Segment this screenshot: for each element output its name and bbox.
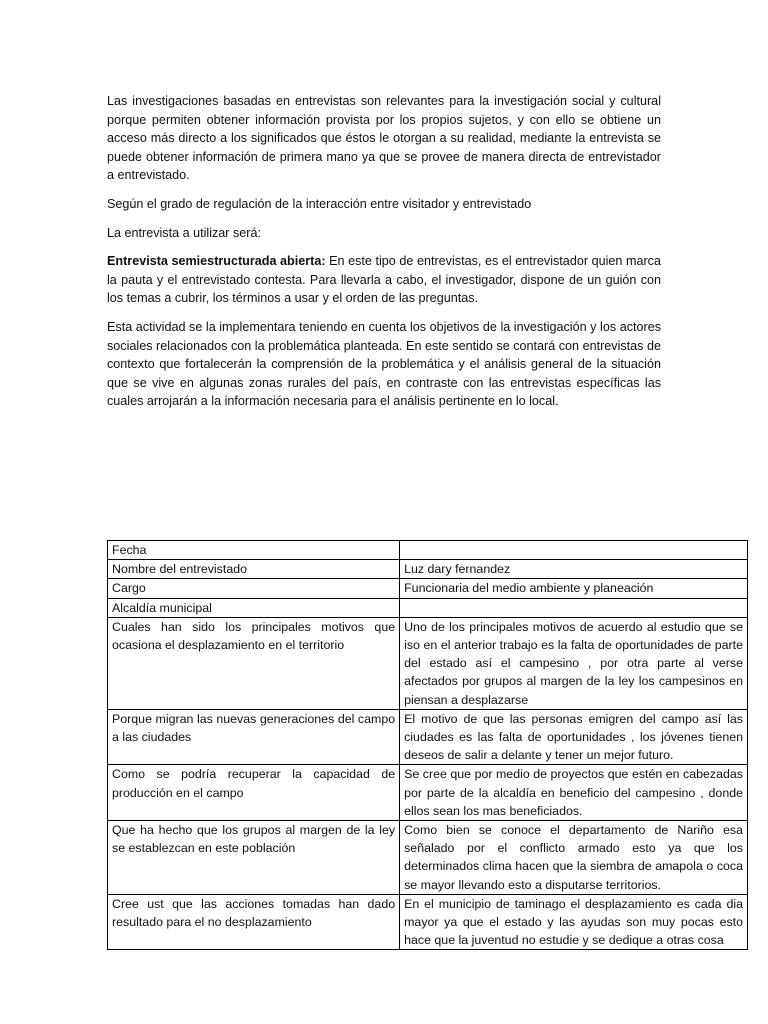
table-row: [108, 598, 748, 617]
answer-cell: [400, 598, 748, 617]
regulation-paragraph: Según el grado de regulación de la interacción entre visitador y entrevistado: [107, 196, 532, 211]
answer-cell: [400, 541, 748, 560]
interview-type-heading: La entrevista a utilizar será:: [107, 225, 261, 240]
intro-paragraph: Las investigaciones basadas en entrevistas son relevantes para la investigación social y cultural porque permiten obtener información provista por los propios sujetos, y con ello se obtiene un acceso más directo a los significados que éstos le otorgan a su realidad, mediante la entrevista se puede obtener información de primera mano ya que se provee de manera directa de entrevistador a entrevistado.: [107, 94, 661, 183]
question-cell: Nombre del entrevistado: [108, 560, 400, 579]
question-cell: Fecha: [108, 541, 400, 560]
table-row: [108, 541, 748, 560]
answer-cell: Se cree que por medio de proyectos que estén en cabezadas por parte de la alcaldía en beneficio del campesino , donde ellos sean los mas beneficiados.: [400, 765, 748, 821]
question-cell: Cargo: [108, 579, 400, 598]
answer-cell: Como bien se conoce el departamento de Nariño esa señalado por el conflicto armado esto ya que los determinados clima hacen que la siembra de amapola o coca se mayor llevando esto a disputarse territorios.: [400, 821, 748, 895]
interview-table: [107, 540, 748, 950]
activity-paragraph: Esta actividad se la implementara teniendo en cuenta los objetivos de la investigación y los actores sociales relacionados con la problemática planteada. En este sentido se contará con entrevistas de contexto que fortalecerán la comprensión de la problemática y el análisis general de la situación que se vive en algunas zonas rurales del país, en contraste con las entrevistas específicas las cuales arrojarán a la información necesaria para el análisis pertinente en lo local.: [107, 319, 661, 409]
question-cell: Cree ust que las acciones tomadas han dado resultado para el no desplazamiento: [108, 894, 400, 950]
body-text: [107, 92, 661, 421]
table-row: [108, 894, 748, 950]
table-row: [108, 560, 748, 579]
table-row: [108, 821, 748, 895]
question-cell: Porque migran las nuevas generaciones del campo a las ciudades: [108, 709, 400, 765]
answer-cell: En el municipio de taminago el desplazamiento es cada dia mayor ya que el estado y las ayudas son muy pocas esto hace que la juventud no estudie y se dedique a otras cosa: [400, 894, 748, 950]
answer-cell: Luz dary fernandez: [400, 560, 748, 579]
semistructured-text: En este tipo de entrevistas, es el entrevistador quien marca la pauta y el entrevistado contesta. Para llevarla a cabo, el investigador, dispone de un guión con los temas a cubrir, los términos a usar y el orden de las preguntas.: [107, 254, 661, 306]
semistructured-label: Entrevista semiestructurada abierta:: [107, 254, 326, 269]
semistructured-paragraph: [107, 252, 661, 308]
answer-cell: Uno de los principales motivos de acuerdo al estudio que se iso en el anterior trabajo es la falta de oportunidades de parte del estado así el campesino , por otra parte al verse afectados por grupos al margen de la ley los campesinos en piensan a desplazarse: [400, 617, 748, 709]
answer-cell: Funcionaria del medio ambiente y planeación: [400, 579, 748, 598]
table-row: [108, 765, 748, 821]
question-cell: Alcaldía municipal: [108, 598, 400, 617]
answer-cell: El motivo de que las personas emigren del campo así las ciudades es las falta de oportunidades , los jóvenes tienen deseos de salir a delante y tener un mejor futuro.: [400, 709, 748, 765]
question-cell: Cuales han sido los principales motivos que ocasiona el desplazamiento en el territorio: [108, 617, 400, 709]
table-row: [108, 579, 748, 598]
question-cell: Que ha hecho que los grupos al margen de la ley se establezcan en este población: [108, 821, 400, 895]
table-row: [108, 709, 748, 765]
table-row: [108, 617, 748, 709]
question-cell: Como se podría recuperar la capacidad de producción en el campo: [108, 765, 400, 821]
